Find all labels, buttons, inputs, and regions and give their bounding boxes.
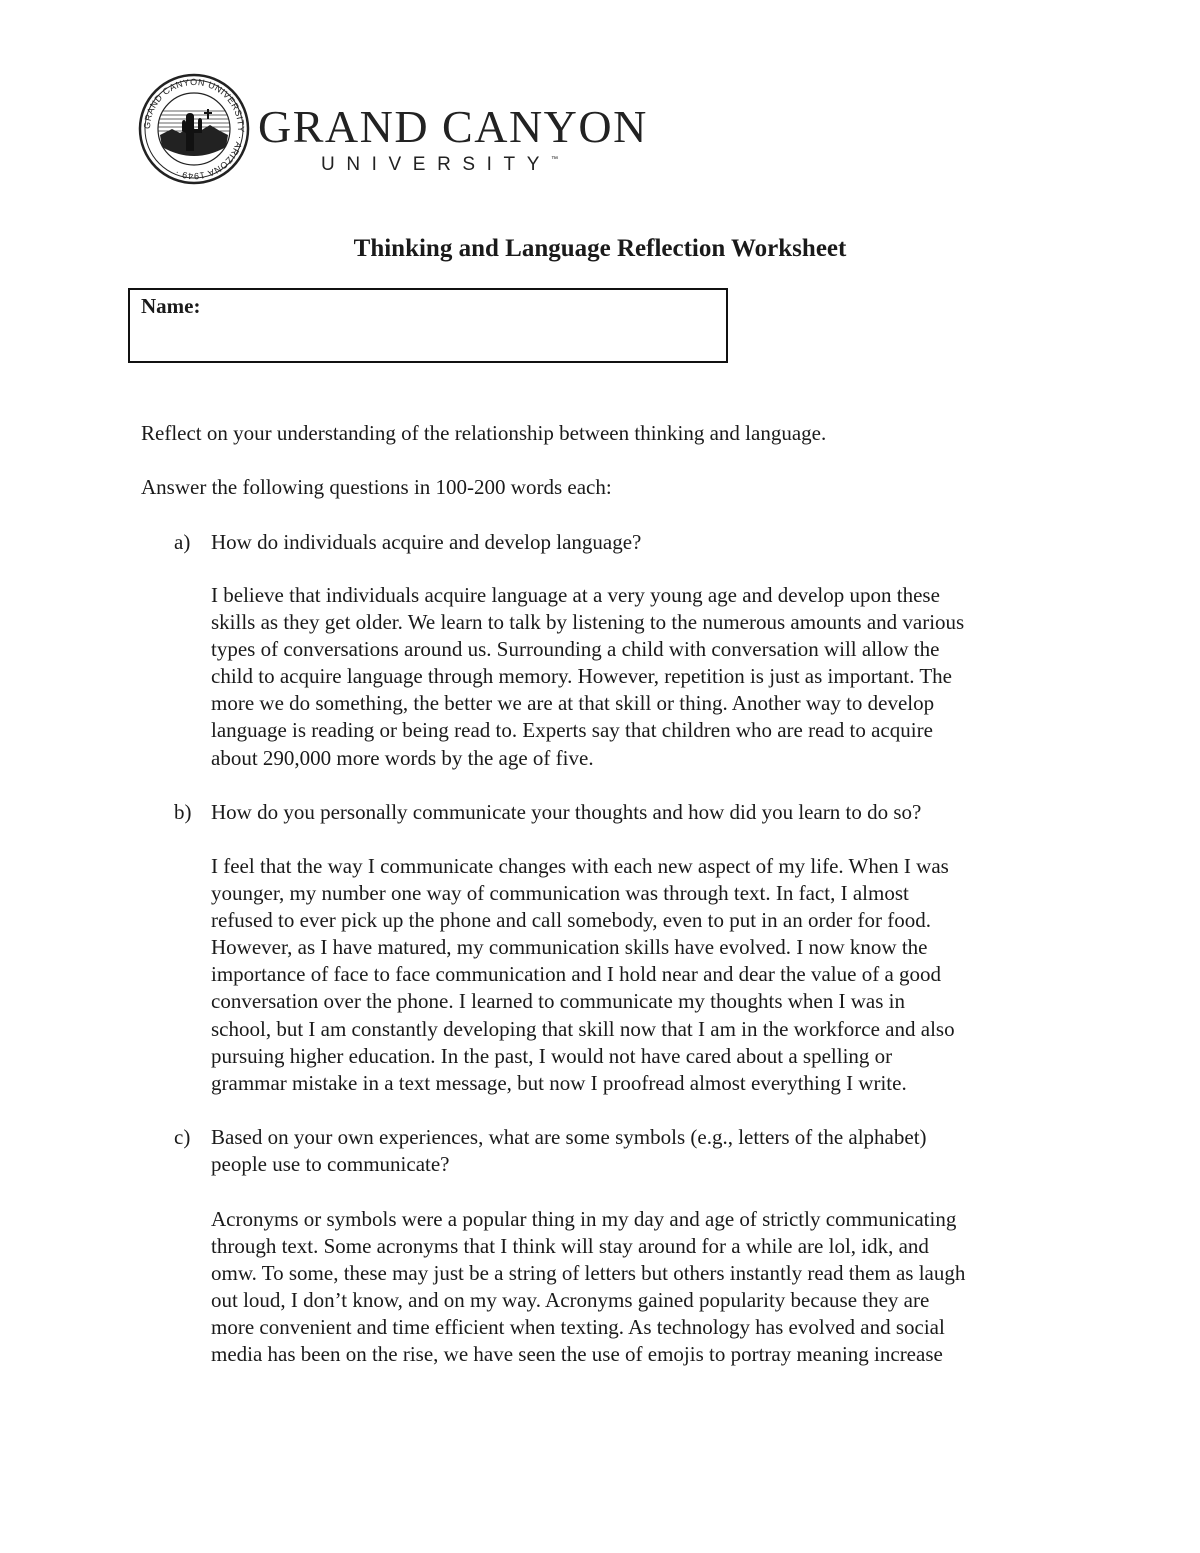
answer-line: conversation over the phone. I learned to communicate my thoughts when I was in [211, 989, 905, 1014]
answer-line: through text. Some acronyms that I think will stay around for a while are lol, idk, and [211, 1234, 929, 1259]
answer-line: skills as they get older. We learn to talk by listening to the numerous amounts and various [211, 610, 965, 635]
answer-line: school, but I am constantly developing that skill now that I am in the workforce and also [211, 1016, 955, 1041]
answer-line: I feel that the way I communicate changes with each new aspect of my life. When I was [211, 854, 949, 878]
answer-line: I believe that individuals acquire language at a very young age and develop upon these [211, 583, 940, 607]
name-label: Name: [141, 294, 201, 318]
answer-line: about 290,000 more words by the age of five. [211, 745, 594, 770]
question-line: people use to communicate? [211, 1152, 450, 1176]
answer-line: more convenient and time efficient when texting. As technology has evolved and social [211, 1315, 945, 1340]
answer-line: pursuing higher education. In the past, I would not have cared about a spelling or [211, 1043, 893, 1068]
answer-line: grammar mistake in a text message, but now I proofread almost everything I write. [211, 1070, 907, 1095]
university-seal-logo [138, 73, 250, 185]
question-b-letter: b) [174, 800, 192, 824]
brand-name-university [321, 155, 558, 174]
answer-b [211, 853, 1081, 1097]
question-a-text: How do individuals acquire and develop language? [211, 530, 642, 554]
answer-line: more we do something, the better we are at that skill or thing. Another way to develop [211, 691, 935, 716]
question-a-letter: a) [174, 530, 191, 554]
answer-line: types of conversations around us. Surrounding a child with conversation will allow the [211, 637, 940, 662]
answer-line: media has been on the rise, we have seen the use of emojis to portray meaning increase [211, 1342, 943, 1367]
question-c-letter: c) [174, 1125, 191, 1149]
instructions-text: Answer the following questions in 100-200 words each: [141, 475, 612, 499]
trademark-symbol: ™ [551, 156, 559, 163]
question-line: Based on your own experiences, what are some symbols (e.g., letters of the alphabet) [211, 1125, 927, 1149]
answer-line: Acronyms or symbols were a popular thing in my day and age of strictly communicating [211, 1207, 957, 1231]
answer-line: However, as I have matured, my communication skills have evolved. I now know the [211, 935, 928, 960]
brand-name-grand-canyon: GRAND CANYON [258, 101, 648, 152]
answer-c [211, 1206, 1081, 1369]
answer-line: language is reading or being read to. Experts say that children who are read to acquire [211, 718, 933, 743]
name-field-box[interactable] [128, 288, 728, 363]
intro-text: Reflect on your understanding of the relationship between thinking and language. [141, 421, 827, 445]
answer-a [211, 582, 1081, 772]
answer-line: importance of face to face communication and I hold near and dear the value of a good [211, 962, 942, 987]
question-b-text: How do you personally communicate your thoughts and how did you learn to do so? [211, 800, 922, 824]
answer-line: omw. To some, these may just be a string of letters but others instantly read them as laugh [211, 1261, 966, 1286]
answer-line: refused to ever pick up the phone and call somebody, even to put in an order for food. [211, 908, 931, 933]
answer-line: younger, my number one way of communication was through text. In fact, I almost [211, 881, 909, 906]
answer-line: out loud, I don’t know, and on my way. Acronyms gained popularity because they are [211, 1288, 930, 1313]
svg-text:GRAND CANYON UNIVERSITY · ARIZ: GRAND CANYON UNIVERSITY · ARIZONA 1949 · [141, 76, 247, 182]
answer-line: child to acquire language through memory. However, repetition is just as important. The [211, 664, 952, 689]
question-c-text [211, 1124, 927, 1178]
worksheet-title: Thinking and Language Reflection Worksheet [353, 235, 847, 262]
brand-university-text: UNIVERSITY [321, 154, 552, 175]
